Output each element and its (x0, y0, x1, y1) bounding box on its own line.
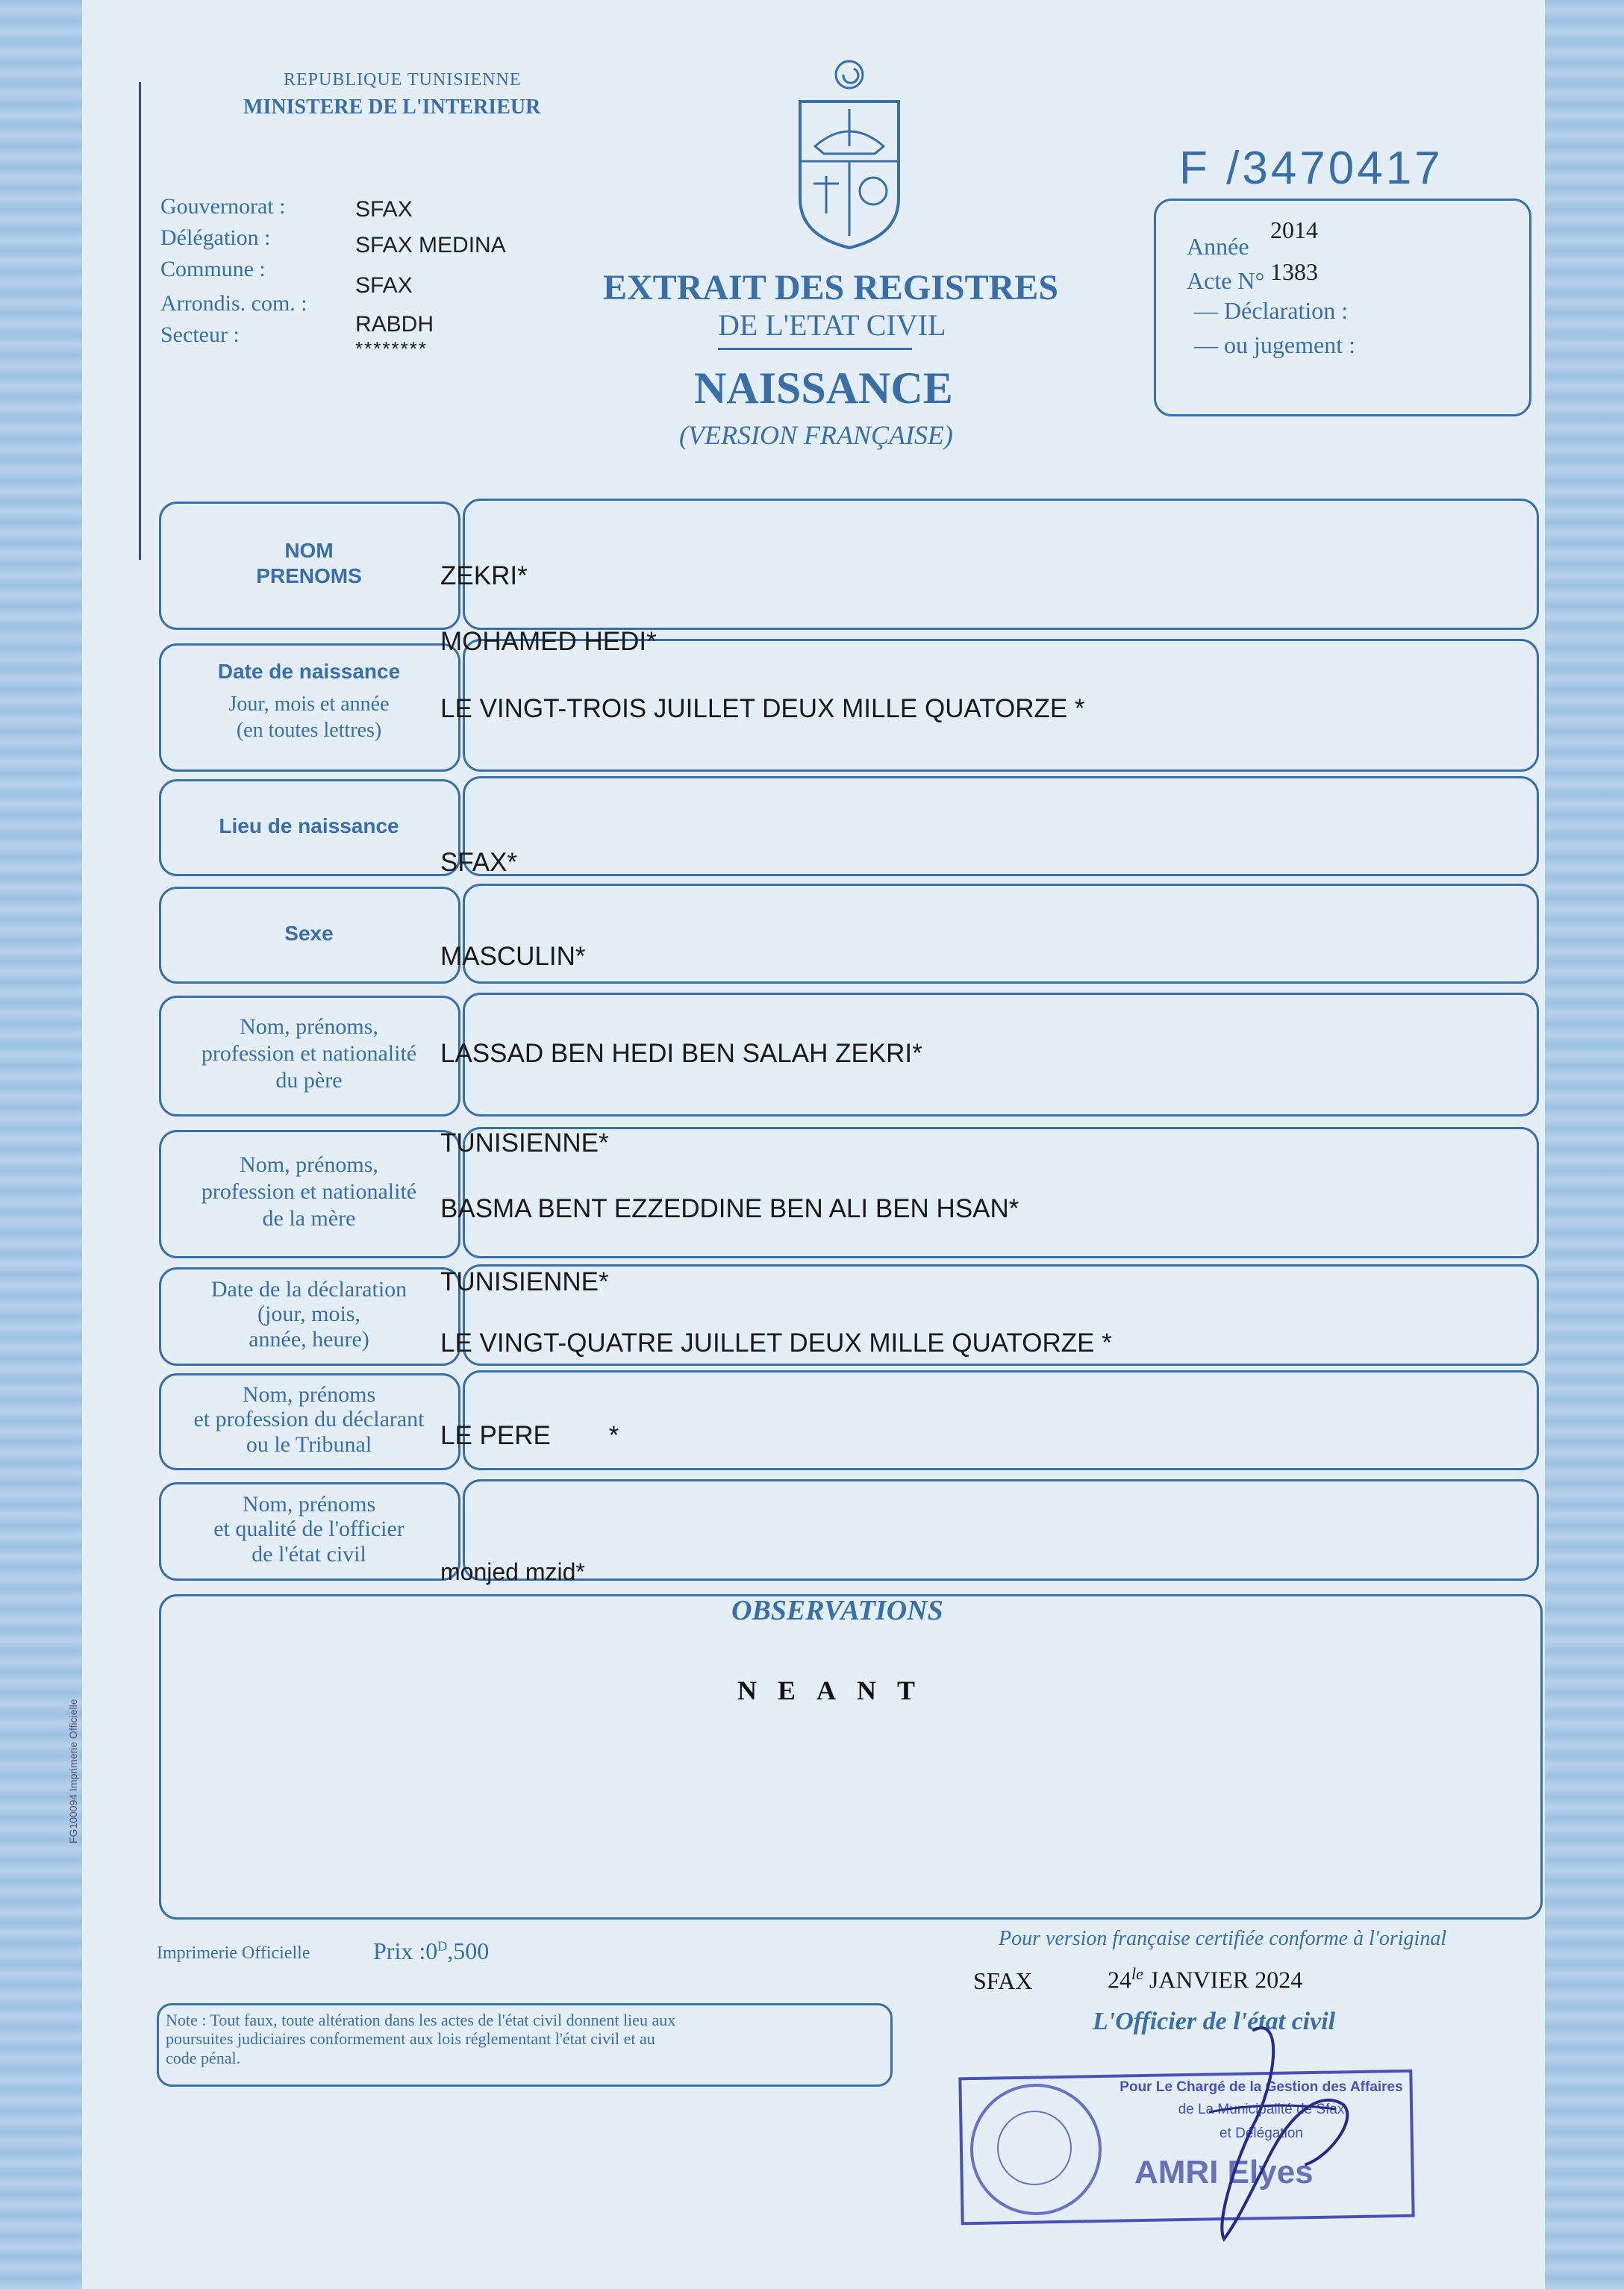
declaration-row-label: Date de la déclaration (jour, mois, année, heure) (210, 1276, 407, 1352)
officier-value: monjed mzid* (440, 1558, 585, 1585)
sexe-label: Sexe (284, 922, 334, 945)
commune-label: Commune : (160, 257, 266, 281)
prenoms-value: MOHAMED HEDI* (440, 627, 657, 656)
pere-nationality: TUNISIENNE* (440, 1128, 609, 1158)
pere-value: LASSAD BEN HEDI BEN SALAH ZEKRI* (440, 1039, 922, 1068)
sexe-value-box (463, 884, 1539, 984)
stamp-line1: Pour Le Chargé de la Gestion des Affaires (1119, 2079, 1403, 2095)
observations-box (159, 1594, 1543, 1920)
ministere-header: MINISTERE DE L'INTERIEUR (243, 96, 541, 119)
certifiee-text: Pour version française certifiée conforme à l'original (999, 1927, 1447, 1950)
annee-value: 2014 (1270, 216, 1318, 243)
mere-value-box (463, 1127, 1539, 1258)
title-naissance: NAISSANCE (694, 363, 953, 413)
title-version: (VERSION FRANÇAISE) (679, 420, 953, 450)
arrondis-label: Arrondis. com. : (160, 291, 307, 316)
mere-nationality: TUNISIENNE* (440, 1267, 609, 1296)
commune-value: SFAX (355, 273, 413, 298)
republique-header: REPUBLIQUE TUNISIENNE (284, 70, 522, 90)
side-print-code: FG100094 Imprimerie Officielle (67, 1699, 79, 1843)
declarant-label: Nom, prénoms et profession du déclarant ou le Tribunal (193, 1381, 425, 1457)
signature-city: SFAX (973, 1967, 1033, 1994)
note-text: Note : Tout faux, toute altération dans les actes de l'état civil donnent lieu aux poursuites judiciaires conformement aux lois réglementant l'état civil et au code pénal. (166, 2011, 676, 2067)
declarant-value: LE PERE * (440, 1421, 619, 1450)
annee-label: Année (1187, 233, 1249, 260)
prix-label: Prix $:0^D,500$ (373, 1937, 490, 1964)
sexe-value: MASCULIN* (440, 942, 586, 971)
lieu-value-box (463, 776, 1539, 876)
arrondis-value: RABDH (355, 312, 434, 337)
declaration-value: LE VINGT-QUATRE JUILLET DEUX MILLE QUATORZE * (440, 1328, 1112, 1358)
serial-number: F /3470417 (1179, 143, 1443, 194)
handwritten-signature (1164, 2000, 1388, 2254)
acte-label: Acte N° (1187, 267, 1265, 294)
jugement-label: — ou jugement : (1194, 331, 1355, 358)
margin-rule (139, 82, 141, 560)
gouvernorat-value: SFAX (355, 197, 413, 222)
stamp-name: AMRI Elyes (1134, 2154, 1314, 2190)
delegation-value: SFAX MEDINA (355, 233, 506, 257)
date-naissance-value: LE VINGT-TROIS JUILLET DEUX MILLE QUATORZE * (440, 694, 1085, 723)
stamp-line3: et Délégation (1219, 2126, 1303, 2141)
date-naissance-sublabel: Jour, mois et année (en toutes lettres) (228, 693, 390, 742)
gouvernorat-label: Gouvernorat : (160, 194, 286, 219)
delegation-label: Délégation : (160, 225, 271, 250)
date-naissance-label: Date de naissance (217, 660, 401, 683)
imprimerie-label: Imprimerie Officielle (157, 1943, 310, 1963)
declaration-label: — Déclaration : (1194, 297, 1349, 324)
observations-value: NEANT (737, 1676, 937, 1705)
seal-inner-ring (997, 2111, 1072, 2185)
secteur-label: Secteur : (160, 322, 240, 347)
nom-value-box (463, 499, 1539, 630)
officier-title: L'Officier de l'état civil (1093, 2008, 1336, 2035)
acte-value: 1383 (1270, 258, 1318, 285)
declarant-value-box (463, 1370, 1539, 1470)
mere-label: Nom, prénoms, profession et nationalité de la mère (201, 1152, 417, 1231)
title-etat-civil: DE L'ETAT CIVIL (718, 308, 946, 342)
secteur-value: ******** (355, 337, 428, 360)
observations-title: OBSERVATIONS (731, 1595, 943, 1626)
officier-label: Nom, prénoms et qualité de l'officier de l'état civil (213, 1491, 405, 1567)
decorative-border-right (1542, 0, 1624, 2289)
title-extrait: EXTRAIT DES REGISTRES (603, 268, 1059, 307)
coat-of-arms-icon (785, 57, 914, 251)
decorative-border-left (0, 0, 90, 2289)
nom-value: ZEKRI* (440, 561, 528, 590)
lieu-value: SFAX* (440, 848, 518, 877)
pere-label: Nom, prénoms, profession et nationalité du père (201, 1014, 417, 1093)
stamp-line2: de La Municipalité de Sfax (1178, 2102, 1345, 2117)
lieu-label: Lieu de naissance (219, 814, 399, 837)
officier-value-box (463, 1479, 1539, 1581)
title-underline (718, 348, 912, 350)
mere-value: BASMA BENT EZZEDDINE BEN ALI BEN HSAN* (440, 1194, 1019, 1223)
nom-label: NOM PRENOMS (256, 539, 362, 587)
signature-date: $24^{le}$ JANVIER 2024 (1108, 1964, 1303, 1993)
